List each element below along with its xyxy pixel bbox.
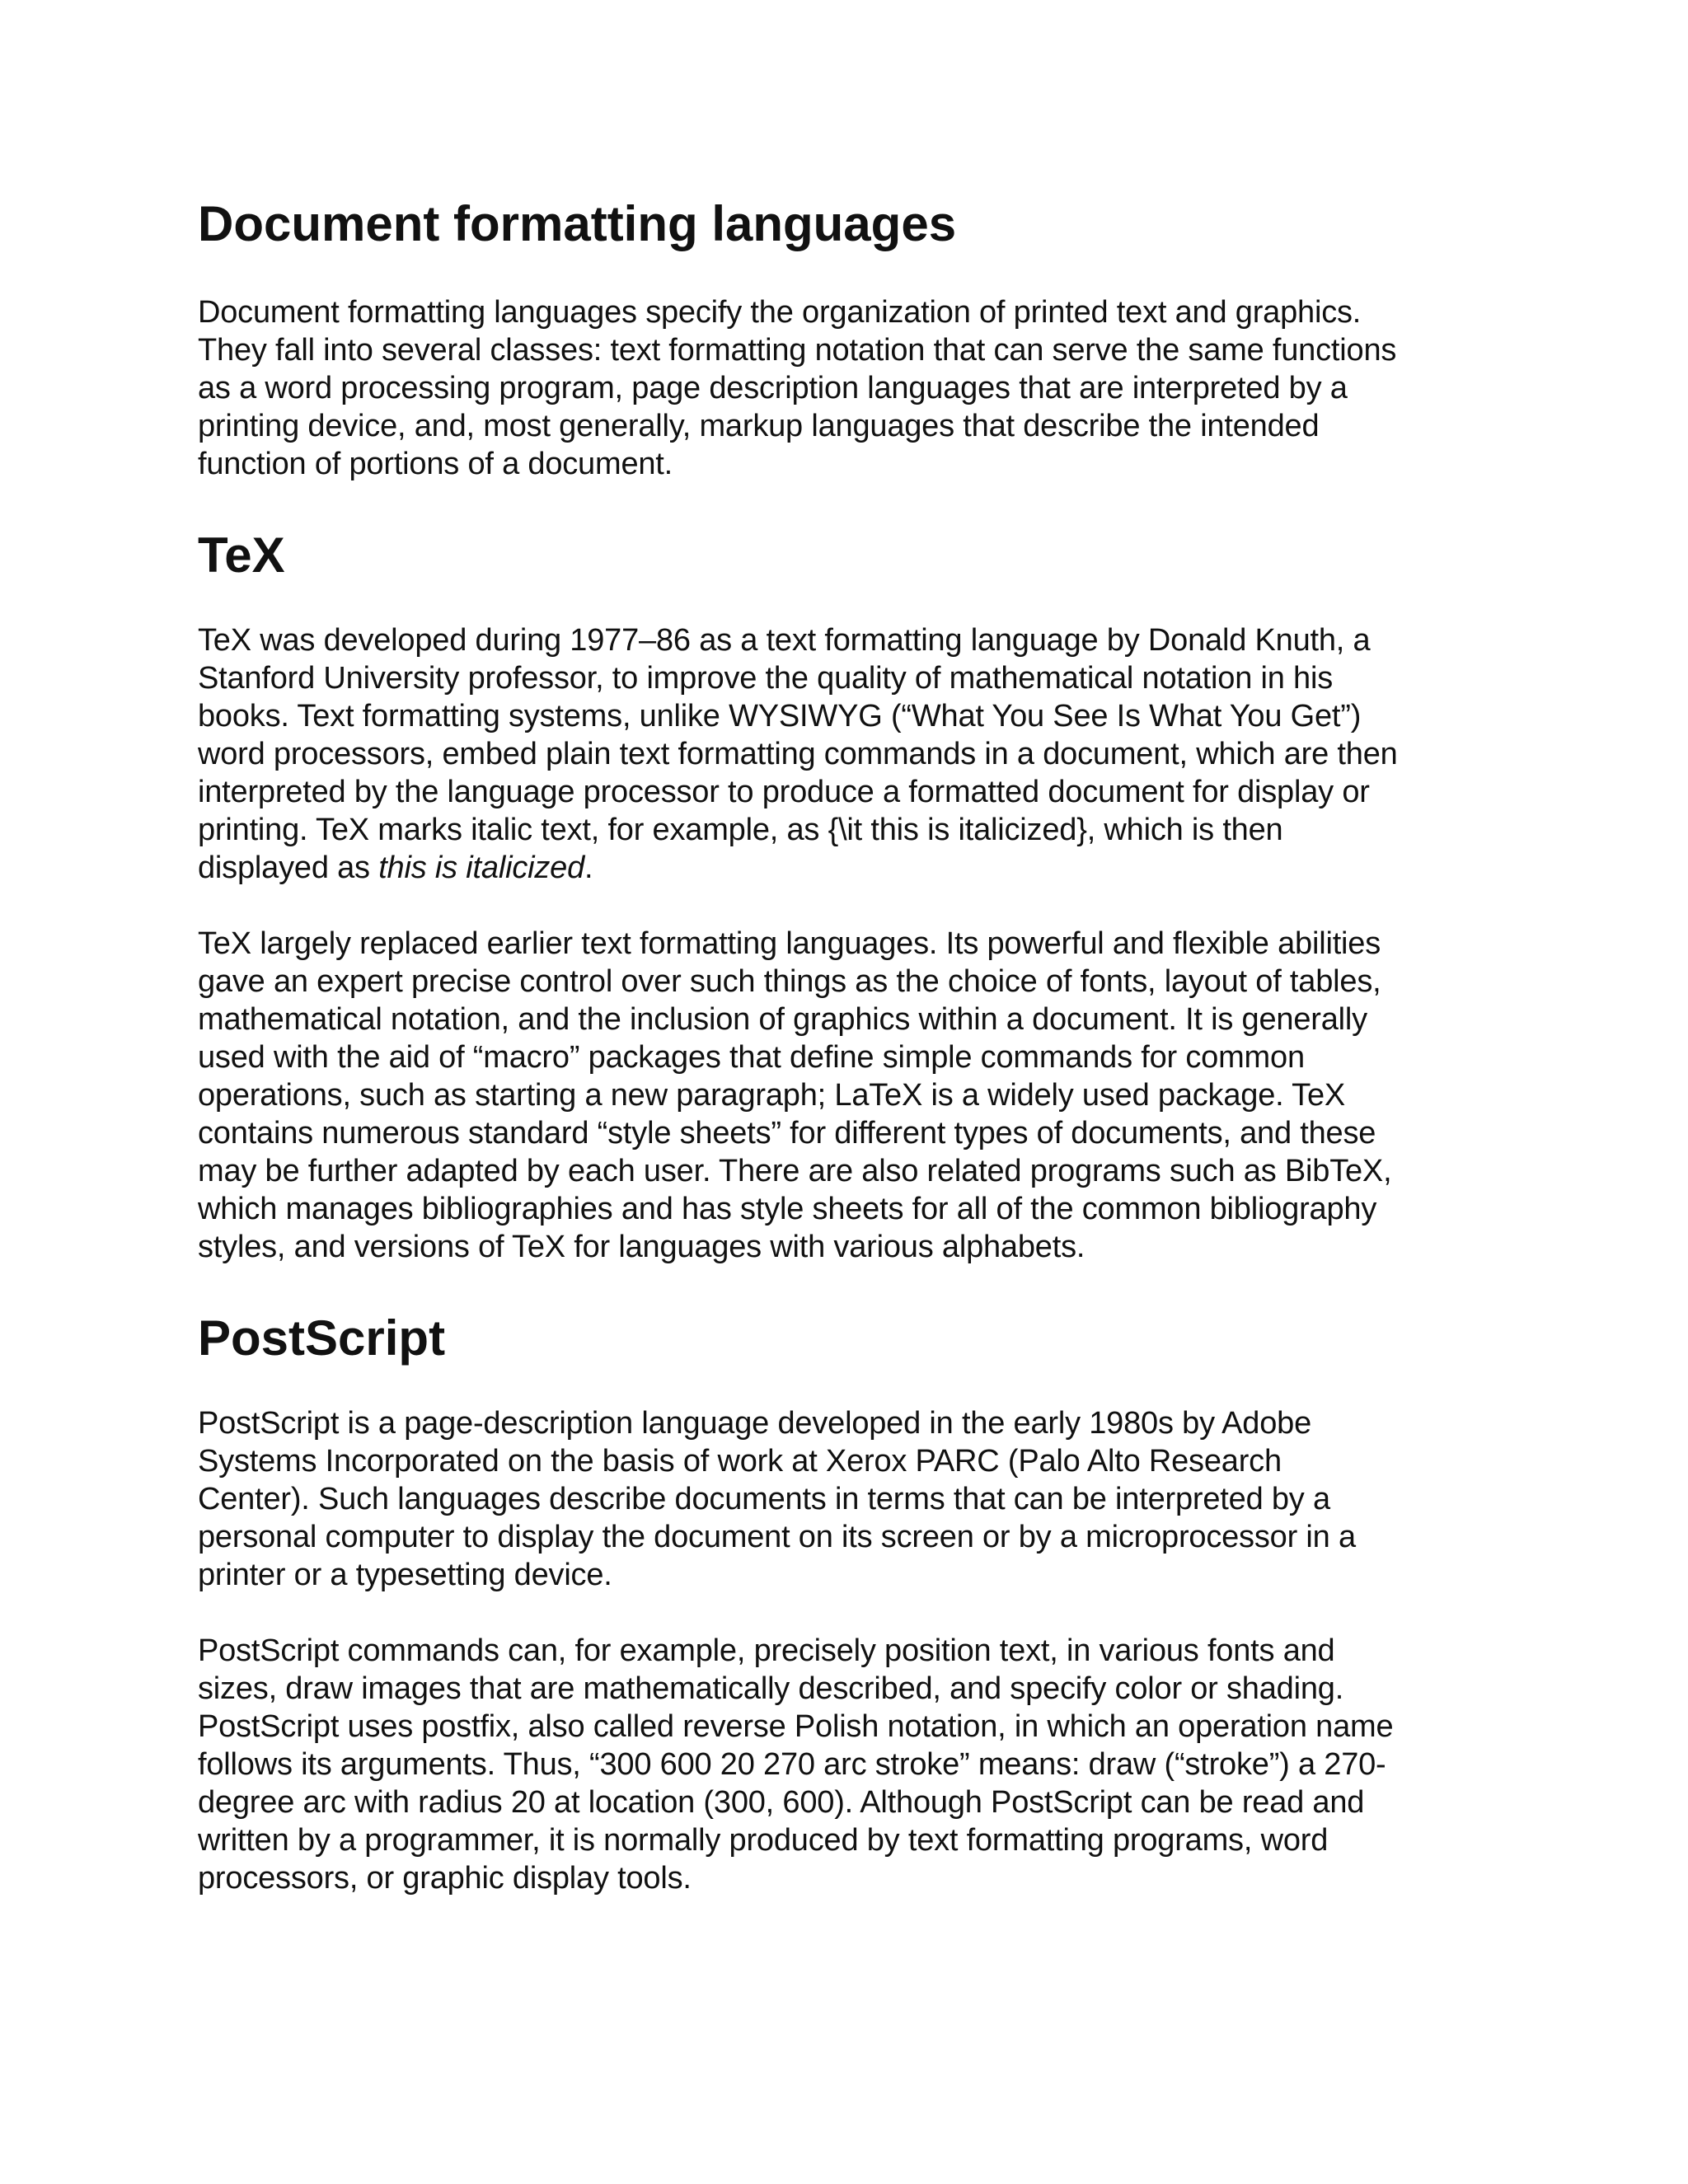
postscript-paragraph-2: PostScript commands can, for example, precisely position text, in various fonts and sizes, draw images that are mathematically described, and specify color or shading. PostScript uses postfix, also called reverse Polish notation, in which an operation name follows its arguments. Thus, “300 600 20 270 arc stroke” means: draw (“stroke”) a 270- degree arc with radius 20 at location (300, 600). Although PostScript can be read and written by a programmer, it is normally produced by text formatting programs, word processors, or graphic display tools. <box>198 1633 1394 1896</box>
tex-paragraph-1 <box>198 621 1500 887</box>
section-postscript <box>198 1304 1500 1897</box>
intro-paragraph: Document formatting languages specify the organization of printed text and graphics. They fall into several classes: text formatting notation that can serve the same functions as a word processing program, page description languages that are interpreted by a printing device, and, most generally, markup languages that describe the intended function of portions of a document. <box>198 295 1397 481</box>
tex-paragraph-2: TeX largely replaced earlier text formatting languages. Its powerful and flexible abilities gave an expert precise control over such things as the choice of fonts, layout of tables, mathematical notation, and the inclusion of graphics within a document. It is generally used with the aid of “macro” packages that define simple commands for common operations, such as starting a new paragraph; LaTeX is a widely used package. TeX contains numerous standard “style sheets” for different types of documents, and these may be further adapted by each user. There are also related programs such as BibTeX, which manages bibliographies and has style sheets for all of the common bibliography styles, and versions of TeX for languages with various alphabets. <box>198 926 1392 1264</box>
italic-example-text: this is italicized <box>378 851 585 885</box>
section-tex <box>198 521 1500 1266</box>
tex-paragraph-1-end: . <box>584 851 593 885</box>
tex-paragraph-1-text: TeX was developed during 1977–86 as a text formatting language by Donald Knuth, a Stanford University professor, to improve the quality of mathematical notation in his books. Text formatting systems, unlike WYSIWYG (“What You See Is What You Get”) word processors, embed plain text formatting commands in a document, which are then interpreted by the language processor to produce a formatted document for display or printing. TeX marks italic text, for example, as {\it this is italicized}, which is then displayed as <box>198 623 1398 885</box>
section-heading-postscript: PostScript <box>198 1310 446 1366</box>
page-title: Document formatting languages <box>198 196 957 251</box>
section-heading-tex: TeX <box>198 527 285 583</box>
document-page <box>198 190 1500 1897</box>
postscript-paragraph-1: PostScript is a page-description language developed in the early 1980s by Adobe Systems Incorporated on the basis of work at Xerox PARC (Palo Alto Research Center). Such languages describe documents in terms that can be interpreted by a personal computer to display the document on its screen or by a microprocessor in a printer or a typesetting device. <box>198 1406 1356 1592</box>
